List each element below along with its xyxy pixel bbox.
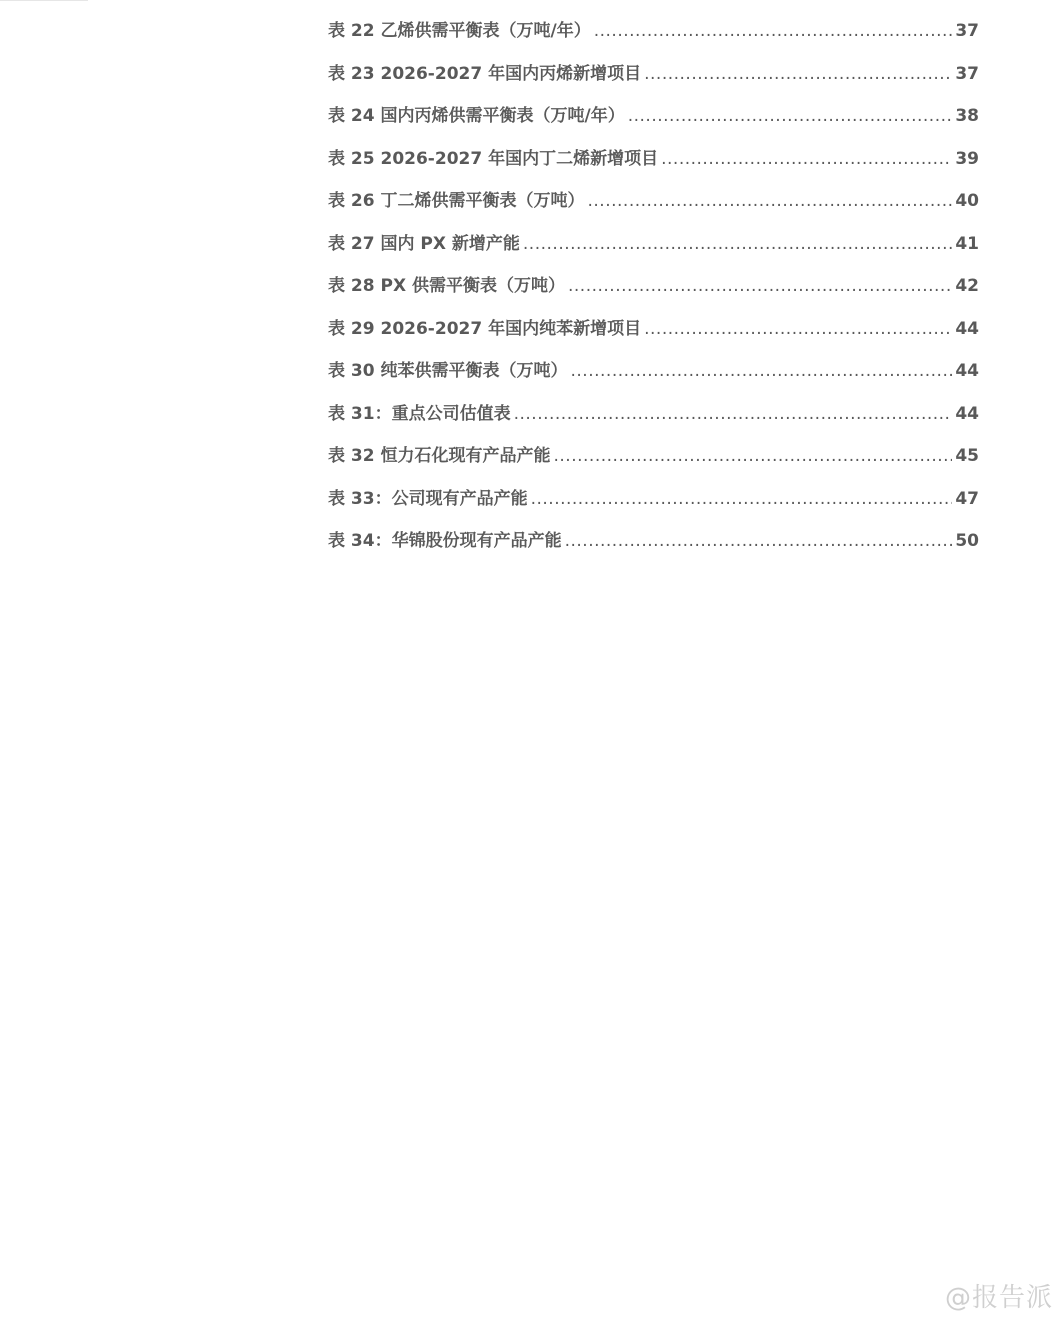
toc-entry-title: 表 25 2026-2027 年国内丁二烯新增项目 [328, 148, 659, 169]
toc-entry[interactable] [328, 435, 979, 478]
toc-entry-page: 47 [955, 488, 979, 509]
toc-entry[interactable] [328, 223, 979, 266]
toc-entry[interactable] [328, 478, 979, 521]
toc-entry-title: 表 33：公司现有产品产能 [328, 488, 528, 509]
toc-leader-dots [644, 53, 952, 96]
toc-leader-dots [628, 95, 953, 138]
toc-entry-title: 表 30 纯苯供需平衡表（万吨） [328, 361, 568, 381]
toc-entry[interactable] [328, 10, 979, 53]
toc-entry[interactable] [328, 138, 979, 181]
toc-entry-page: 44 [955, 403, 979, 424]
toc-leader-dots [554, 435, 953, 478]
toc-entry-page: 44 [955, 361, 979, 381]
toc-entry[interactable] [328, 393, 979, 436]
toc-entry-title: 表 23 2026-2027 年国内丙烯新增项目 [328, 63, 642, 84]
toc-leader-dots [568, 265, 952, 308]
toc-entry-title: 表 34：华锦股份现有产品产能 [328, 531, 562, 551]
toc-leader-dots [523, 223, 952, 266]
toc-entry-page: 42 [955, 276, 979, 296]
toc-entry[interactable] [328, 350, 979, 393]
toc-entry[interactable] [328, 53, 979, 96]
top-rule [0, 0, 88, 1]
toc-leader-dots [661, 138, 952, 181]
toc-entry-title: 表 28 PX 供需平衡表（万吨） [328, 276, 565, 296]
toc-entry-page: 41 [955, 233, 979, 254]
toc-entry-title: 表 22 乙烯供需平衡表（万吨/年） [328, 21, 591, 41]
toc-entry-page: 40 [955, 191, 979, 211]
toc-leader-dots [588, 180, 953, 223]
toc-entry[interactable] [328, 95, 979, 138]
toc-entry[interactable] [328, 520, 979, 563]
toc-leader-dots [531, 478, 953, 521]
toc-entry-page: 44 [955, 318, 979, 339]
toc-leader-dots [644, 308, 952, 351]
toc-entry-title: 表 24 国内丙烯供需平衡表（万吨/年） [328, 106, 625, 126]
table-of-contents [328, 10, 979, 563]
watermark: @报告派 [944, 1283, 1053, 1313]
toc-entry[interactable] [328, 180, 979, 223]
toc-entry-page: 37 [955, 21, 979, 41]
toc-entry-page: 45 [955, 446, 979, 466]
toc-leader-dots [514, 393, 953, 436]
toc-entry-title: 表 27 国内 PX 新增产能 [328, 233, 520, 254]
toc-entry-title: 表 29 2026-2027 年国内纯苯新增项目 [328, 318, 642, 339]
toc-leader-dots [594, 10, 953, 53]
toc-entry-page: 37 [955, 63, 979, 84]
toc-entry-page: 38 [955, 106, 979, 126]
toc-leader-dots [571, 350, 953, 393]
toc-entry-title: 表 32 恒力石化现有产品产能 [328, 446, 551, 466]
toc-entry-title: 表 31：重点公司估值表 [328, 403, 511, 424]
toc-entry[interactable] [328, 265, 979, 308]
toc-leader-dots [565, 520, 953, 563]
toc-entry-page: 50 [955, 531, 979, 551]
toc-entry-page: 39 [955, 148, 979, 169]
toc-entry[interactable] [328, 308, 979, 351]
toc-entry-title: 表 26 丁二烯供需平衡表（万吨） [328, 191, 585, 211]
